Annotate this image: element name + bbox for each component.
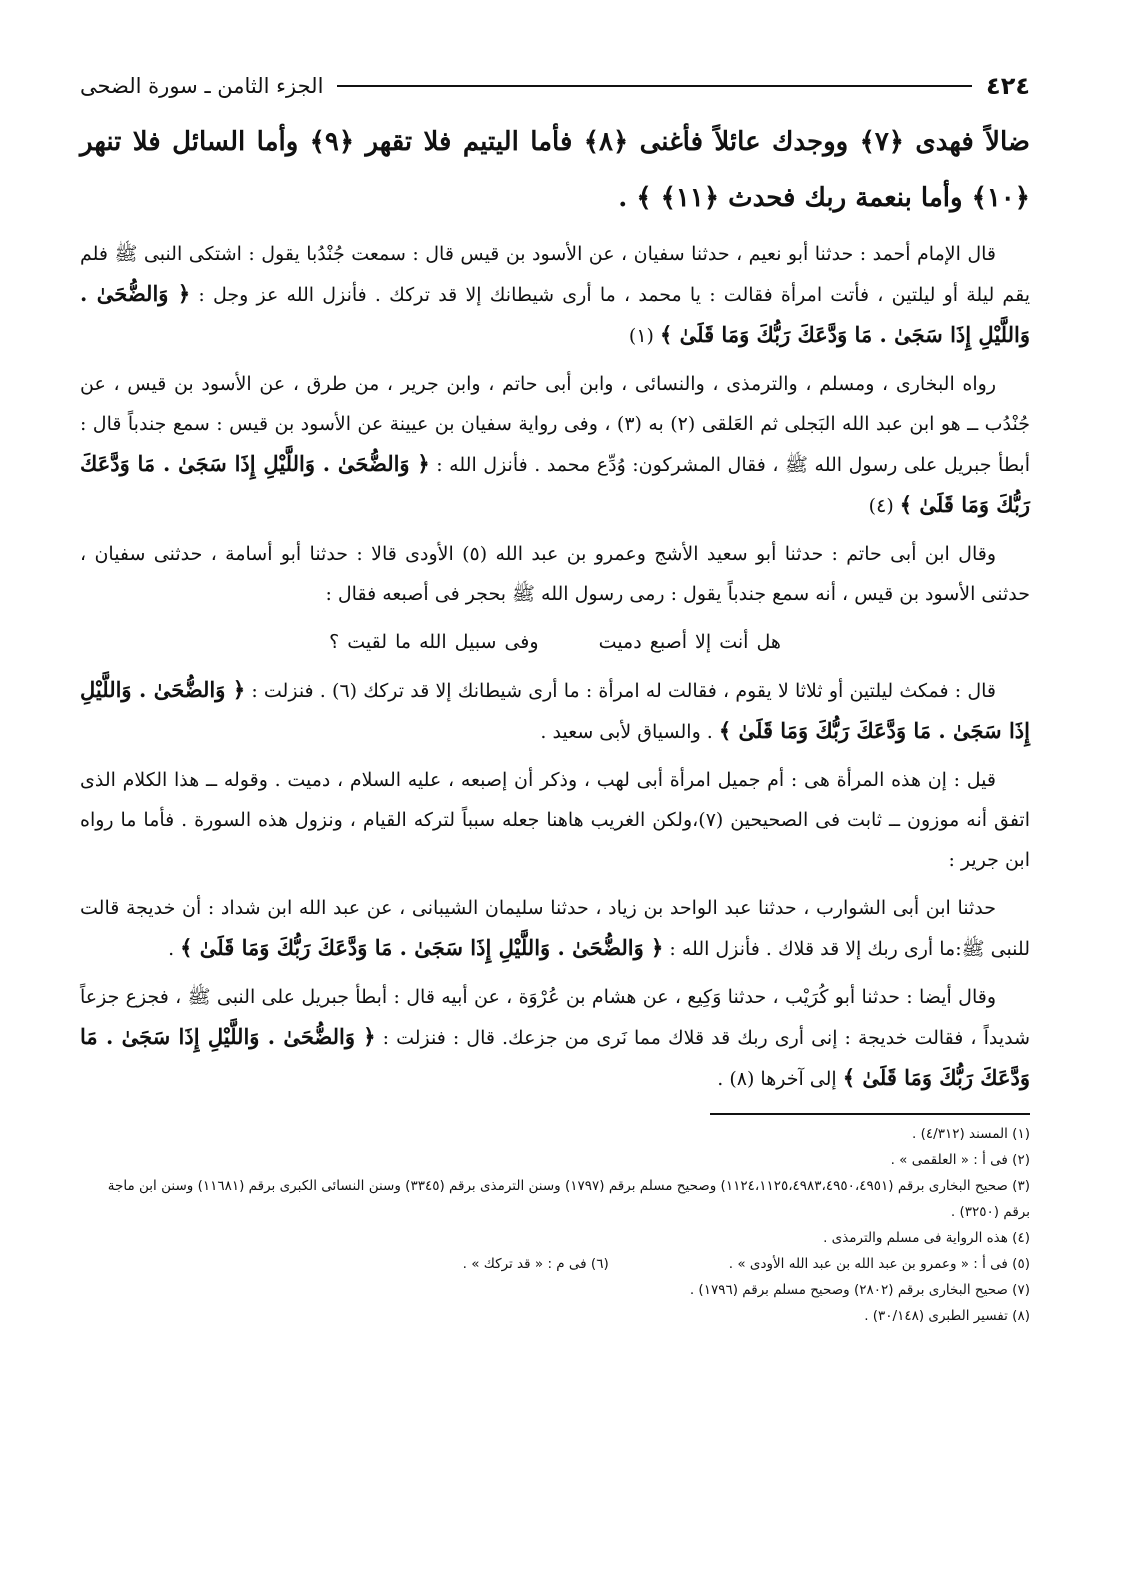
- quran-verses-block: ضالاً فهدى ﴿٧﴾ ووجدك عائلاً فأغنى ﴿٨﴾ فأما اليتيم فلا تقهر ﴿٩﴾ وأما السائل فلا تنهر ﴿١٠﴾ وأما بنعمة ربك فحدث ﴿١١﴾ ﴾ .: [80, 127, 1031, 213]
- paragraph-3: [80, 534, 1030, 614]
- page-number: ٤٢٤: [986, 72, 1030, 100]
- footnote-6: (٦) فى م : « قد تركك » .: [462, 1256, 609, 1272]
- paragraph-2-text: رواه البخارى ، ومسلم ، والترمذى ، والنسائى ، وابن أبى حاتم ، وابن جرير ، من طرق ، عن الأسود بن قيس ، عن جُنْدُب ــ هو ابن عبد الله البَجلى ثم العَلقى (٢) به (٣) ، وفى رواية سفيان بن عيينة عن الأسود بن قيس : سمع جندباً قال : أبطأ جبريل على رسول الله ﷺ ، فقال المشركون: وُدِّع محمد . فأنزل الله :: [80, 373, 1030, 476]
- paragraph-5: [80, 760, 1030, 880]
- footnote-row-5-6: [80, 1251, 1030, 1277]
- footnote-1: (١) المسند (٤/٣١٢) .: [912, 1126, 1030, 1142]
- paragraph-5-text: قيل : إن هذه المرأة هى : أم جميل امرأة أبى لهب ، وذكر أن إصبعه ، عليه السلام ، دميت . وقوله ــ هذا الكلام الذى اتفق أنه موزون ــ ثابت فى الصحيحين (٧)،ولكن الغريب هاهنا جعله سبباً لتركه القيام ، ونزول هذه السورة . فأما ما رواه ابن جرير :: [80, 769, 1030, 871]
- footnote-8: (٨) تفسير الطبرى (٣٠/١٤٨) .: [864, 1308, 1030, 1324]
- paragraph-7-tail: إلى آخرها (٨) .: [717, 1068, 837, 1090]
- paragraph-1: [80, 234, 1030, 356]
- paragraph-6-tail: .: [168, 938, 175, 960]
- poem-verse: [80, 622, 1030, 662]
- footnote-separator: [710, 1113, 1030, 1115]
- footnote-2: (٢) فى أ : « العلقمى » .: [890, 1152, 1030, 1168]
- footnote-4: (٤) هذه الرواية فى مسلم والترمذى .: [823, 1230, 1030, 1246]
- poem-second-hemistich: وفى سبيل الله ما لقيت ؟: [329, 631, 539, 653]
- paragraph-4-tail: . والسياق لأبى سعيد .: [540, 721, 713, 743]
- footnote-ref-1: (١): [628, 325, 654, 347]
- paragraph-6: [80, 888, 1030, 969]
- paragraph-4-verse: ﴿ وَالضُّحَىٰ . وَاللَّيْلِ إِذَا سَجَىٰ . مَا وَدَّعَكَ رَبُّكَ وَمَا قَلَىٰ ﴾: [80, 677, 1030, 743]
- paragraph-7: [80, 977, 1030, 1099]
- paragraph-7-text: وقال أيضا : حدثنا أبو كُرَيْب ، حدثنا وَكِيع ، عن هشام بن عُرْوَة ، عن أبيه قال : أبطأ جبريل على النبى ﷺ ، فجزع جزعاً شديداً ، فقالت خديجة : إنى أرى ربك قد قلاك مما نَرى من جزعك. قال : فنزلت :: [80, 986, 1031, 1049]
- paragraph-2: [80, 364, 1030, 526]
- paragraph-4: [80, 670, 1030, 752]
- paragraph-7-verse: ﴿ وَالضُّحَىٰ . وَاللَّيْلِ إِذَا سَجَىٰ . مَا وَدَّعَكَ رَبُّكَ وَمَا قَلَىٰ ﴾: [80, 1024, 1030, 1090]
- poem-first-hemistich: هل أنت إلا أصبع دميت: [598, 631, 781, 653]
- paragraph-4-text: قال : فمكث ليلتين أو ثلاثا لا يقوم ، فقالت له امرأة : ما أرى شيطانك إلا قد تركك (٦) . فنزلت :: [251, 680, 997, 702]
- header-rule: [337, 85, 972, 87]
- footnote-5: (٥) فى أ : « وعمرو بن عبد الله بن عبد الله الأودى » .: [728, 1256, 1030, 1272]
- running-header: [80, 64, 1030, 108]
- footnote-3: (٣) صحيح البخارى برقم (١١٢٤،١١٢٥،٤٩٨٣،٤٩٥٠،٤٩٥١) وصحيح مسلم برقم (١٧٩٧) وسنن الترمذى برقم (٣٣٤٥) وسنن النسائى الكبرى برقم (١١٦٨١) وسنن ابن ماجة برقم (٣٢٥٠) .: [107, 1178, 1030, 1220]
- paragraph-6-verse: ﴿ وَالضُّحَىٰ . وَاللَّيْلِ إِذَا سَجَىٰ . مَا وَدَّعَكَ رَبُّكَ وَمَا قَلَىٰ ﴾: [180, 935, 664, 960]
- footnotes: [80, 1121, 1030, 1329]
- running-title: الجزء الثامن ـ سورة الضحى: [80, 74, 324, 98]
- paragraph-1-text: قال الإمام أحمد : حدثنا أبو نعيم ، حدثنا سفيان ، عن الأسود بن قيس قال : سمعت جُنْدُبا يقول : اشتكى النبى ﷺ فلم يقم ليلة أو ليلتين ، فأتت امرأة فقالت : يا محمد ، ما أرى شيطانك إلا قد تركك . فأنزل الله عز وجل :: [80, 243, 1030, 306]
- book-page: [80, 64, 1030, 1329]
- paragraph-1-verse: ﴿ وَالضُّحَىٰ . وَاللَّيْلِ إِذَا سَجَىٰ . مَا وَدَّعَكَ رَبُّكَ وَمَا قَلَىٰ ﴾: [80, 281, 1030, 347]
- paragraph-3-text: وقال ابن أبى حاتم : حدثنا أبو سعيد الأشج وعمرو بن عبد الله (٥) الأودى قالا : حدثنا أبو أسامة ، حدثنى سفيان ، حدثنى الأسود بن قيس ، أنه سمع جندباً يقول : رمى رسول الله ﷺ بحجر فى أصبعه فقال :: [80, 543, 1030, 605]
- paragraph-2-verse: ﴿ وَالضُّحَىٰ . وَاللَّيْلِ إِذَا سَجَىٰ . مَا وَدَّعَكَ رَبُّكَ وَمَا قَلَىٰ ﴾: [80, 451, 1030, 517]
- footnote-7: (٧) صحيح البخارى برقم (٢٨٠٢) وصحيح مسلم برقم (١٧٩٦) .: [689, 1282, 1030, 1298]
- footnote-ref-4: (٤): [868, 495, 894, 517]
- paragraph-6-text: حدثنا ابن أبى الشوارب ، حدثنا عبد الواحد بن زياد ، حدثنا سليمان الشيبانى ، عن عبد الله ابن شداد : أن خديجة قالت للنبى ﷺ:ما أرى ربك إلا قد قلاك . فأنزل الله :: [80, 897, 1030, 960]
